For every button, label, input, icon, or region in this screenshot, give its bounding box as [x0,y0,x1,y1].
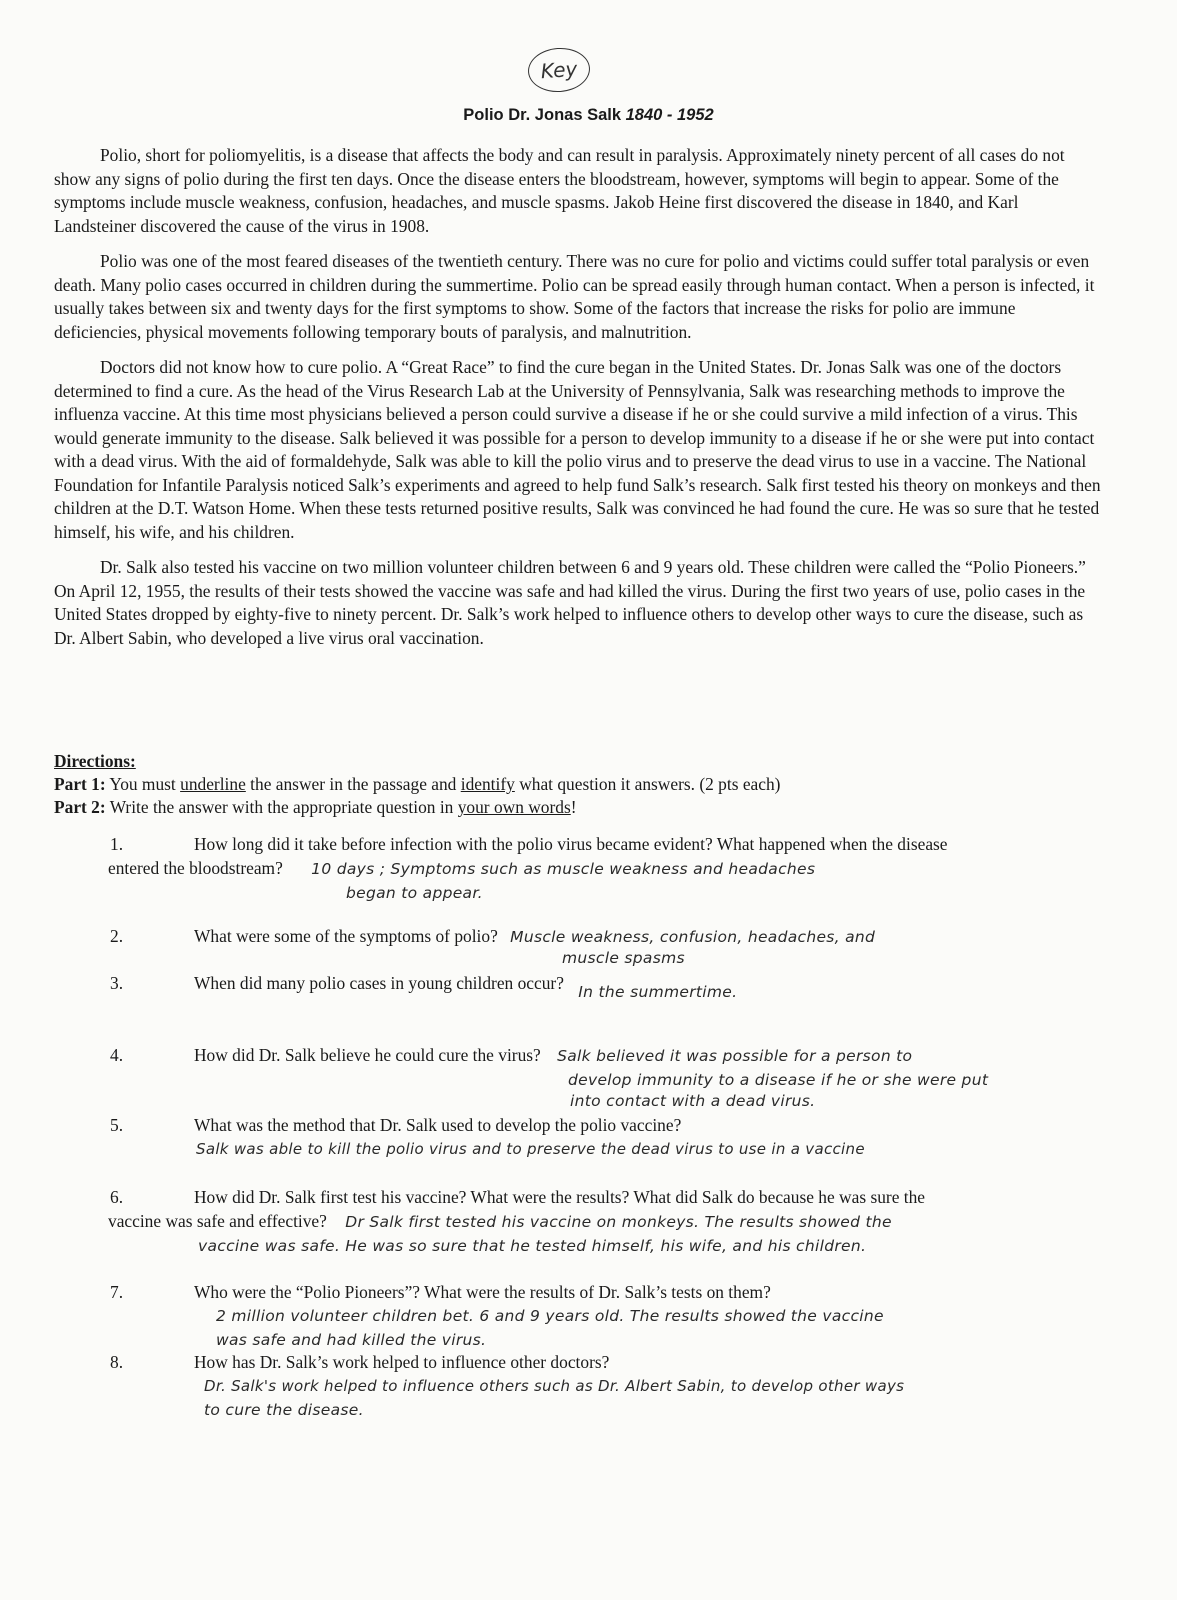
passage-paragraph-2: Polio was one of the most feared diseases of the twentieth century. There was no cure for polio and victims could suffer total paralysis or even death. Many polio cases occurred in children during the summertime. Polio can be spread easily through human contact. When a person is infected, it usually takes between six and twenty days for the first symptoms to show. Some of the factors that increase the risks for polio are immune deficiencies, physical movements following temporary bouts of paralysis, and malnutrition. [54,251,1095,342]
question-text-cont: entered the bloodstream? [108,858,283,878]
answer-text: Salk believed it was possible for a person to [557,1047,913,1065]
answer-text: Dr Salk first tested his vaccine on monkeys. The results showed the [345,1213,892,1231]
title-text: Polio Dr. Jonas Salk [463,106,622,124]
passage-paragraph-3: Doctors did not know how to cure polio. A “Great Race” to find the cure began in the United States. Dr. Jonas Salk was one of the doctors determined to find a cure. As the head of the Virus Research Lab at the University of Pennsylvania, Salk was researching methods to improve the influenza vaccine. At this time most physicians believed a person could survive a disease if he or she could survive a mild infection of a virus. This would generate immunity to the disease. Salk believed it was possible for a person to develop immunity to a disease if he or she were put into contact with a dead virus. With the aid of formaldehyde, Salk was able to kill the polio virus and to preserve the dead virus to use in a vaccine. The National Foundation for Infantile Paralysis noticed Salk’s experiments and agreed to help fund Salk’s research. Salk first tested his theory on monkeys and then children at the D.T. Watson Home. When these tests returned positive results, Salk was convinced he had found the cure. He was so sure that he tested himself, his wife, and his children. [54,357,1101,542]
question-5 [110,1113,1090,1161]
question-7 [110,1280,1090,1352]
page-title [0,106,1177,125]
answer-text-cont: muscle spasms [562,949,685,967]
answer-text-cont-2: into contact with a dead virus. [570,1092,816,1110]
question-number: 7. [110,1282,124,1302]
title-dates: 1840 - 1952 [625,106,714,124]
directions-part-2 [54,796,1104,819]
passage-paragraph-1: Polio, short for poliomyelitis, is a disease that affects the body and can result in paralysis. Approximately ninety percent of all cases do not show any signs of polio during the first ten days. Once the disease enters the bloodstream, however, symptoms will begin to appear. Some of the symptoms include muscle weakness, confusion, headaches, and muscle spasms. Jakob Heine first discovered the disease in 1840, and Karl Landsteiner discovered the cause of the virus in 1908. [54,145,1065,236]
part-1-underline-word: underline [180,774,246,794]
answer-text: Muscle weakness, confusion, headaches, and [510,928,876,946]
part-1-text-b: the answer in the passage and [250,774,457,794]
passage-paragraph-4: Dr. Salk also tested his vaccine on two million volunteer children between 6 and 9 years old. These children were called the “Polio Pioneers.” On April 12, 1955, the results of their tests showed the vaccine was safe and had killed the virus. During the first two years of use, polio cases in the United States dropped by eighty-five to ninety percent. Dr. Salk’s work helped to influence others to develop other ways to cure the disease, such as Dr. Albert Sabin, who developed a live virus oral vaccination. [54,557,1086,648]
question-8 [110,1350,1090,1422]
part-1-label: Part 1: [54,774,106,794]
question-text: How has Dr. Salk’s work helped to influence other doctors? [194,1352,610,1372]
part-1-identify-word: identify [460,774,515,794]
question-text: How did Dr. Salk first test his vaccine? What were the results? What did Salk do because he was sure the [194,1187,926,1207]
answer-text: In the summertime. [578,983,738,1001]
question-text: When did many polio cases in young children occur? [194,973,564,993]
answer-text-cont: develop immunity to a disease if he or she were put [568,1071,989,1089]
question-number: 8. [110,1352,124,1372]
reading-passage [54,144,1104,662]
part-2-label: Part 2: [54,797,106,817]
question-2 [110,924,1090,967]
question-text-cont: vaccine was safe and effective? [108,1211,327,1231]
answer-text-cont: to cure the disease. [204,1401,364,1419]
part-2-own-words: your own words [457,797,571,817]
question-3 [110,971,1090,1001]
question-text: What was the method that Dr. Salk used to develop the polio vaccine? [194,1115,682,1135]
question-number: 1. [110,834,124,854]
answer-text: 2 million volunteer children bet. 6 and 9 years old. The results showed the vaccine [216,1307,884,1325]
part-1-text-c: what question it answers. (2 pts each) [519,774,781,794]
answer-text: Dr. Salk's work helped to influence others such as Dr. Albert Sabin, to develop other ways [204,1377,905,1395]
question-number: 5. [110,1115,124,1135]
part-1-text-a: You must [109,774,176,794]
answer-text-cont: began to appear. [346,884,483,902]
answer-text: 10 days ; Symptoms such as muscle weakness and headaches [311,860,816,878]
question-text: Who were the “Polio Pioneers”? What were the results of Dr. Salk’s tests on them? [194,1282,771,1302]
directions-part-1 [54,773,1104,796]
answer-text-cont: was safe and had killed the virus. [216,1331,487,1349]
directions-section [54,750,1104,819]
question-4 [110,1043,1090,1110]
question-number: 6. [110,1187,124,1207]
part-2-end: ! [570,797,577,817]
question-text: What were some of the symptoms of polio? [194,926,498,946]
question-text: How long did it take before infection with the polio virus became evident? What happened when the disease [194,834,948,854]
question-number: 4. [110,1045,124,1065]
question-text: How did Dr. Salk believe he could cure the virus? [194,1045,541,1065]
question-number: 2. [110,926,124,946]
answer-text: Salk was able to kill the polio virus and to preserve the dead virus to use in a vaccine [196,1140,865,1158]
directions-heading: Directions: [54,751,136,771]
answer-text-cont: vaccine was safe. He was so sure that he tested himself, his wife, and his children. [198,1237,867,1255]
question-number: 3. [110,973,124,993]
key-handwritten-mark: Key [527,46,592,94]
question-1 [110,832,1090,905]
part-2-text-a: Write the answer with the appropriate question in [109,797,454,817]
question-6 [110,1185,1090,1258]
